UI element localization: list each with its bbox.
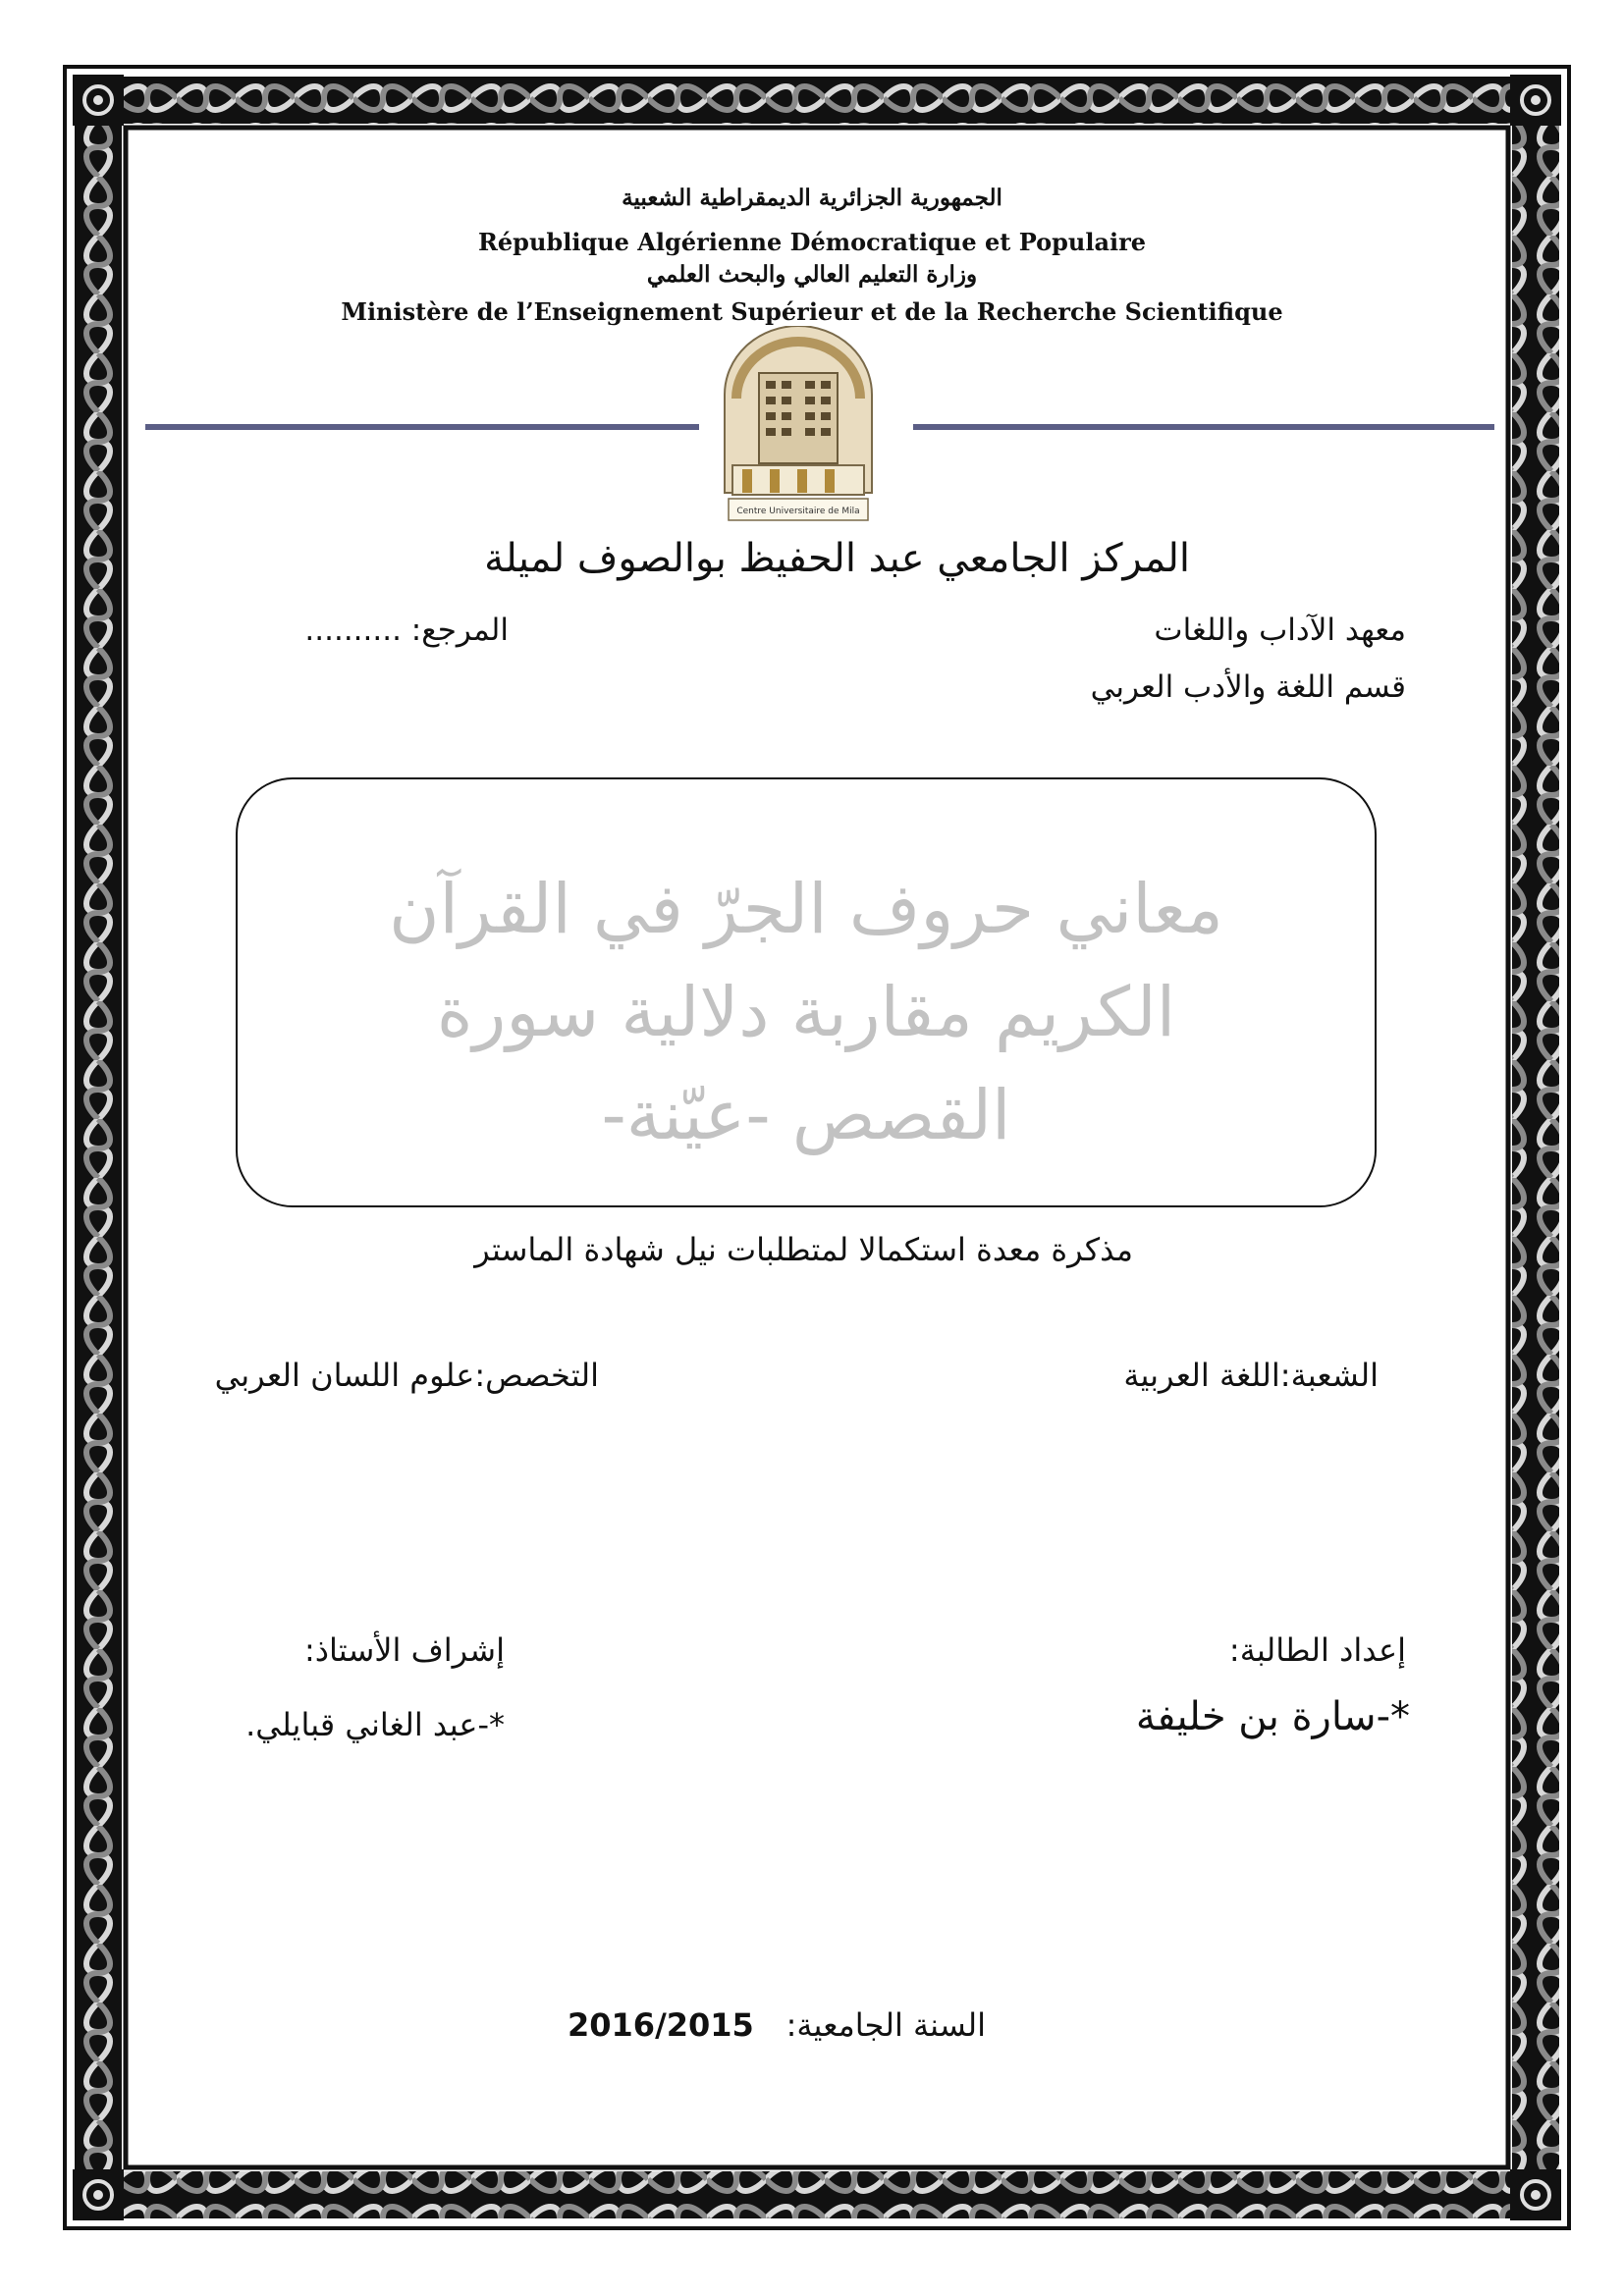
reference-number: المرجع: ..........	[304, 613, 509, 648]
institute-name: معهد الآداب واللغات	[1154, 613, 1406, 648]
department-name: قسم اللغة والأدب العربي	[1090, 669, 1406, 705]
left-divider-rule	[145, 424, 699, 430]
student-label: إعداد الطالبة:	[1228, 1631, 1406, 1669]
branch-field: الشعبة:اللغة العربية	[1123, 1357, 1379, 1394]
academic-year-value: 2016/2015	[568, 2006, 754, 2044]
supervisor-name: *-عبد الغاني قبايلي.	[245, 1706, 505, 1743]
academic-year-label: السنة الجامعية:	[785, 2006, 986, 2044]
student-name: *-سارة بن خليفة	[1135, 1694, 1410, 1739]
thesis-title-line-2: الكريم مقاربة دلالية سورة	[436, 972, 1176, 1052]
supervisor-label: إشراف الأستاذ:	[304, 1631, 505, 1669]
logo-caption: Centre Universitaire de Mila	[736, 507, 860, 516]
thesis-title-line-1: معاني حروف الجرّ في القرآن	[389, 869, 1223, 949]
right-divider-rule	[913, 424, 1494, 430]
specialty-field: التخصص:علوم اللسان العربي	[214, 1357, 599, 1394]
ministry-french: Ministère de l’Enseignement Supérieur et de la Recherche Scientifique	[341, 297, 1283, 326]
republic-arabic: الجمهورية الجزائرية الديمقراطية الشعبية	[622, 185, 1002, 211]
university-building-logo	[715, 326, 882, 528]
thesis-title-line-3: القصص -عيّنة-	[601, 1075, 1011, 1155]
thesis-subtitle: مذكرة معدة استكمالا لمتطلبات نيل شهادة الماستر	[474, 1231, 1133, 1268]
republic-french: République Algérienne Démocratique et Populaire	[477, 228, 1147, 256]
thesis-title-box	[236, 777, 1377, 1207]
ministry-arabic: وزارة التعليم العالي والبحث العلمي	[646, 261, 978, 288]
university-center-name: المركز الجامعي عبد الحفيظ بوالصوف لميلة	[484, 536, 1190, 581]
thesis-title	[238, 858, 1375, 1167]
